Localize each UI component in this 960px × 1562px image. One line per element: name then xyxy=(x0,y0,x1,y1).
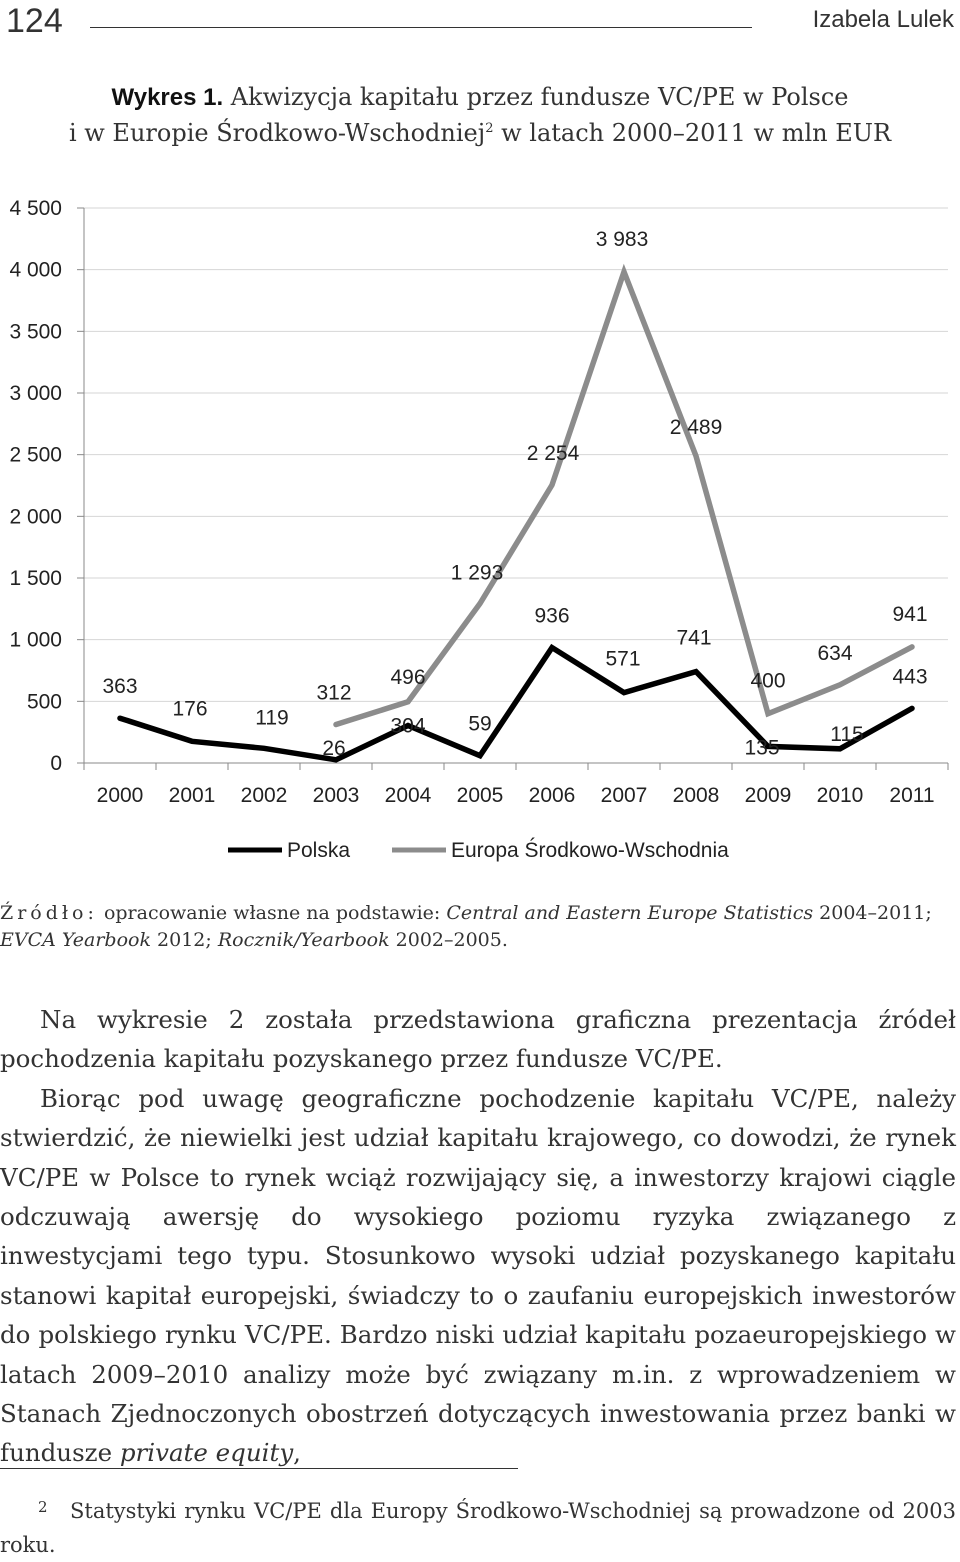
caption-line-1 xyxy=(0,82,960,113)
figure-source xyxy=(0,900,956,954)
source-label: Źródło: xyxy=(0,902,98,924)
page-header xyxy=(0,0,960,48)
x-tick-label: 2009 xyxy=(744,784,792,807)
source-text-3: 2012; xyxy=(157,929,212,951)
y-tick-label: 2 000 xyxy=(9,505,62,529)
y-tick-label: 3 500 xyxy=(9,320,62,344)
source-title-2: EVCA Yearbook xyxy=(0,929,151,951)
source-text-4: 2002–2005. xyxy=(395,929,508,951)
x-tick-label: 2001 xyxy=(168,784,216,807)
footnote-ref: 2 xyxy=(485,121,494,136)
x-tick-label: 2008 xyxy=(672,784,720,807)
legend-label-europa: Europa Środkowo-Wschodnia xyxy=(451,839,729,862)
source-text-2: 2004–2011; xyxy=(819,902,932,924)
x-tick-label: 2011 xyxy=(889,784,935,807)
y-tick-label: 1 000 xyxy=(9,628,62,652)
running-head-author: Izabela Lulek xyxy=(812,6,954,33)
source-text-1: opracowanie własne na podstawie: xyxy=(103,902,441,924)
data-label: 2 254 xyxy=(526,442,580,466)
data-label: 634 xyxy=(817,641,853,665)
page-number: 124 xyxy=(6,2,63,40)
line-chart xyxy=(0,185,960,875)
footnote-marker: 2 xyxy=(38,1498,48,1516)
source-title-3: Rocznik/Yearbook xyxy=(217,929,390,951)
x-tick-label: 2004 xyxy=(384,784,432,807)
data-label: 59 xyxy=(468,712,492,736)
y-tick-label: 1 500 xyxy=(9,567,62,590)
y-tick-label: 4 000 xyxy=(9,258,62,282)
data-label: 741 xyxy=(676,626,712,650)
figure-caption xyxy=(0,82,960,149)
data-label: 936 xyxy=(534,604,570,628)
y-tick-label: 0 xyxy=(50,752,62,775)
y-axis xyxy=(9,197,84,775)
legend-label-polska: Polska xyxy=(287,839,351,862)
data-label: 363 xyxy=(102,675,138,699)
x-axis xyxy=(84,763,948,807)
caption-line-2 xyxy=(0,113,960,149)
paragraph-2-italic: private equity xyxy=(119,1438,294,1468)
x-tick-label: 2005 xyxy=(456,784,504,807)
paragraph-2 xyxy=(0,1079,956,1473)
chart-grid xyxy=(84,208,948,763)
data-label: 135 xyxy=(744,736,780,760)
data-label: 1 293 xyxy=(450,561,504,585)
x-tick-label: 2003 xyxy=(312,784,360,807)
footnote-rule xyxy=(0,1468,518,1469)
caption-label: Wykres 1. xyxy=(111,84,224,111)
caption-text-1: Akwizycja kapitału przez fundusze VC/PE w Polsce xyxy=(230,83,849,111)
data-label: 2 489 xyxy=(669,416,723,440)
data-label: 400 xyxy=(750,669,786,693)
y-tick-label: 2 500 xyxy=(9,443,62,467)
x-tick-label: 2002 xyxy=(240,784,288,807)
data-label: 941 xyxy=(892,602,928,626)
paragraph-2-text: Biorąc pod uwagę geograficzne pochodzenie kapitału VC/PE, należy stwierdzić, że niewielki jest udział kapitału krajowego, co dowodzi, że rynek VC/PE w Polsce to rynek wciąż rozwijający się, a inwestorzy krajowi ciągle odczuwają awersję do wysokiego poziomu ryzyka związanego z inwestycjami tego typu. Stosunkowo wysoki udział pozyskanego kapitału stanowi kapitał europejski, świadczy to o zaufaniu europejskich inwestorów do polskiego rynku VC/PE. Bardzo niski udział kapitału pozaeuropejskiego w latach 2009–2010 analizy może być związany m.in. z wprowadzeniem w Stanach Zjednoczonych obostrzeń dotyczących inwestowania przez banki w fundusze xyxy=(0,1083,956,1468)
y-tick-label: 4 500 xyxy=(9,197,62,220)
header-rule xyxy=(90,27,752,28)
x-tick-label: 2000 xyxy=(96,784,144,807)
y-tick-label: 500 xyxy=(26,690,62,714)
y-tick-label: 3 000 xyxy=(9,382,62,405)
x-tick-label: 2006 xyxy=(528,784,576,807)
paragraph-1: Na wykresie 2 została przedstawiona graficzna prezentacja źródeł pochodzenia kapitału pozyskanego przez fundusze VC/PE. xyxy=(0,1005,956,1074)
caption-text-2a: i w Europie Środkowo-Wschodniej xyxy=(68,119,486,147)
footnote-text: Statystyki rynku VC/PE dla Europy Środkowo-Wschodniej są prowadzone od 2003 roku. xyxy=(0,1499,956,1557)
data-label: 26 xyxy=(322,736,346,760)
data-label: 176 xyxy=(172,697,208,721)
data-label: 312 xyxy=(316,681,352,705)
paragraph-2-end: , xyxy=(293,1438,301,1468)
x-tick-label: 2010 xyxy=(816,784,864,807)
data-label: 496 xyxy=(390,665,426,689)
data-label: 571 xyxy=(605,647,641,671)
footnote xyxy=(0,1490,956,1562)
data-label: 119 xyxy=(255,706,289,730)
data-label: 115 xyxy=(830,722,864,746)
data-labels xyxy=(102,228,927,760)
x-tick-label: 2007 xyxy=(600,784,648,807)
chart-legend xyxy=(228,838,729,862)
body-text xyxy=(0,1000,956,1473)
source-title-1: Central and Eastern Europe Statistics xyxy=(446,902,814,924)
data-label: 3 983 xyxy=(595,227,649,251)
data-label: 304 xyxy=(390,714,426,738)
chart-series xyxy=(120,272,912,760)
caption-text-2b: w latach 2000–2011 w mln EUR xyxy=(501,119,892,147)
data-label: 443 xyxy=(892,665,928,689)
